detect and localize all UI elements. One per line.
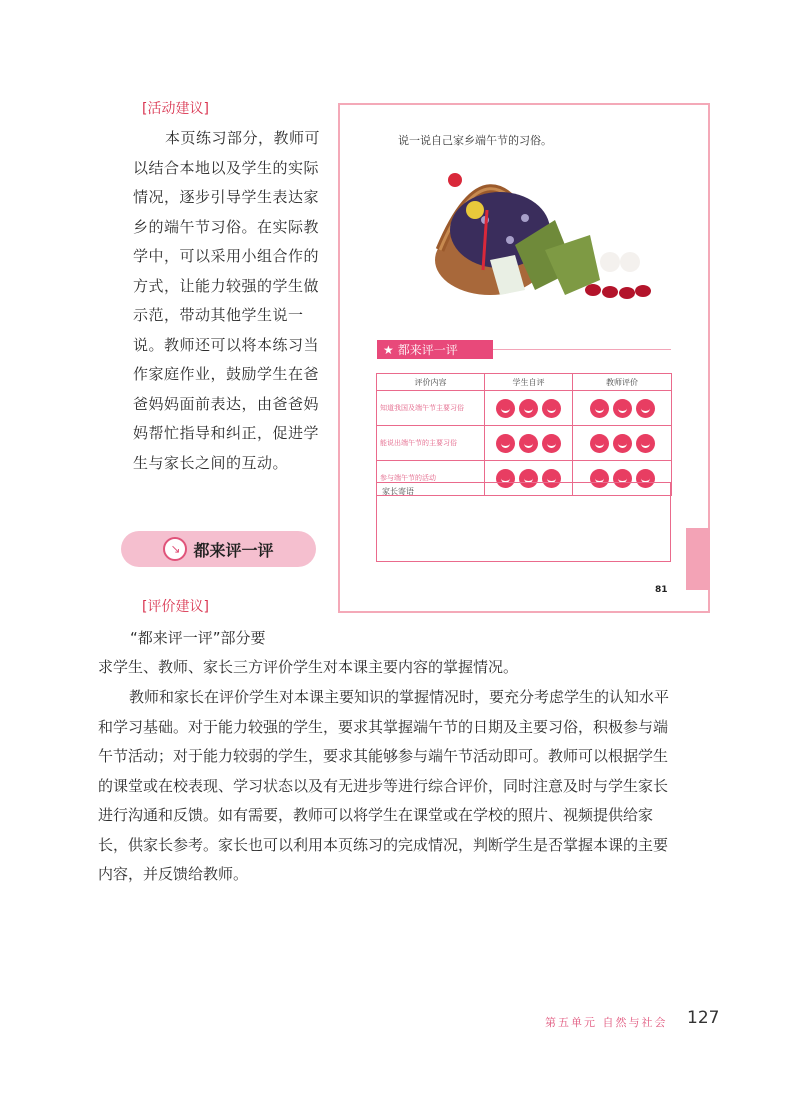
- activity-line: 情况，逐步引导学生表达家: [133, 188, 320, 206]
- activity-line: 示范，带动其他学生说一: [133, 306, 304, 324]
- paragraph-line: 进行沟通和反馈。如有需要，教师可以将学生在课堂或在学校的照片、视频提供给家: [98, 806, 654, 824]
- smiley-icon[interactable]: [542, 434, 561, 453]
- activity-line: 学中，可以采用小组合作的: [133, 247, 320, 265]
- table-header-row: [377, 374, 672, 391]
- activity-line: 爸妈妈面前表达，由爸爸妈: [133, 394, 320, 413]
- footer-chapter: 第五单元 自然与社会: [545, 1016, 668, 1029]
- teacher-rating-cell: [573, 391, 672, 426]
- smiley-icon[interactable]: [636, 399, 655, 418]
- evaluate-section-pill: [121, 531, 316, 567]
- evaluation-first-line: “都来评一评”部分要: [130, 629, 266, 647]
- arrow-circle-icon: ↘: [163, 537, 187, 561]
- zongzi-basket-illustration: [415, 150, 675, 310]
- student-rating-cell: [485, 426, 573, 461]
- evaluation-paragraph-2: [98, 683, 733, 890]
- paragraph-line: 的课堂或在校表现、学习状态以及有无进步等进行综合评价，同时注意及时与学生家长: [98, 776, 669, 795]
- evaluate-pill-label: 都来评一评: [193, 540, 274, 560]
- footer-page-number: 127: [687, 1008, 720, 1028]
- parent-message-box[interactable]: [376, 482, 671, 562]
- paragraph-line: 内容，并反馈给教师。: [98, 865, 249, 883]
- student-rating-cell: [485, 391, 573, 426]
- smiley-icon[interactable]: [613, 434, 632, 453]
- paragraph-line: 午节活动；对于能力较弱的学生，要求其能够参与端午节活动即可。教师可以根据学生: [98, 747, 669, 765]
- teacher-rating-cell: [573, 426, 672, 461]
- activity-line: 说。教师还可以将本练习当: [133, 335, 320, 354]
- activity-line: 生与家长之间的互动。: [133, 453, 289, 472]
- header-criterion: 评价内容: [377, 374, 485, 391]
- textbook-page-number: 81: [655, 585, 668, 595]
- activity-text: [133, 124, 323, 478]
- smiley-icon[interactable]: [519, 399, 538, 418]
- star-icon: ★: [383, 342, 394, 357]
- activity-line: 方式，让能力较强的学生做: [133, 276, 320, 295]
- smiley-icon[interactable]: [496, 434, 515, 453]
- evaluation-table: [376, 373, 672, 496]
- activity-line: 妈帮忙指导和纠正，促进学: [133, 424, 320, 442]
- table-row: [377, 391, 672, 426]
- paragraph-line: 长，供家长参考。家长也可以利用本页练习的完成情况，判断学生是否掌握本课的主要: [98, 835, 669, 854]
- eval-header-rule: [493, 349, 671, 350]
- evaluation-paragraph-1: 求学生、教师、家长三方评价学生对本课主要内容的掌握情况。: [98, 658, 519, 676]
- header-student: 学生自评: [485, 374, 573, 391]
- paragraph-line: 和学习基础。对于能力较强的学生，要求其掌握端午节的日期及主要习俗，积极参与端: [98, 717, 669, 736]
- textbook-eval-title: 都来评一评: [397, 343, 458, 357]
- textbook-eval-header: [377, 340, 493, 359]
- smiley-icon[interactable]: [590, 399, 609, 418]
- smiley-icon[interactable]: [542, 399, 561, 418]
- textbook-prompt: 说一说自己家乡端午节的习俗。: [398, 134, 552, 147]
- smiley-icon[interactable]: [636, 434, 655, 453]
- smiley-icon[interactable]: [613, 399, 632, 418]
- smiley-icon[interactable]: [519, 434, 538, 453]
- header-teacher: 教师评价: [573, 374, 672, 391]
- paragraph-line: 教师和家长在评价学生对本课主要知识的掌握情况时，要充分考虑学生的认知水平: [129, 688, 670, 706]
- parent-message-label: 家长寄语: [382, 487, 414, 496]
- criterion-cell: 参与端午节的活动: [377, 461, 485, 496]
- activity-line: 以结合本地以及学生的实际: [133, 158, 320, 177]
- table-row: [377, 426, 672, 461]
- activity-tag: [活动建议]: [142, 101, 209, 117]
- activity-line: 作家庭作业，鼓励学生在爸: [133, 365, 320, 383]
- criterion-cell: 能说出端午节的主要习俗: [377, 426, 485, 461]
- activity-line: 乡的端午节习俗。在实际教: [133, 217, 320, 236]
- smiley-icon[interactable]: [590, 434, 609, 453]
- smiley-icon[interactable]: [496, 399, 515, 418]
- activity-line: 本页练习部分，教师可: [165, 129, 321, 147]
- evaluation-tag: [评价建议]: [142, 599, 209, 615]
- criterion-cell: 知道我国及端午节主要习俗: [377, 391, 485, 426]
- textbook-edge-tab: [686, 528, 710, 590]
